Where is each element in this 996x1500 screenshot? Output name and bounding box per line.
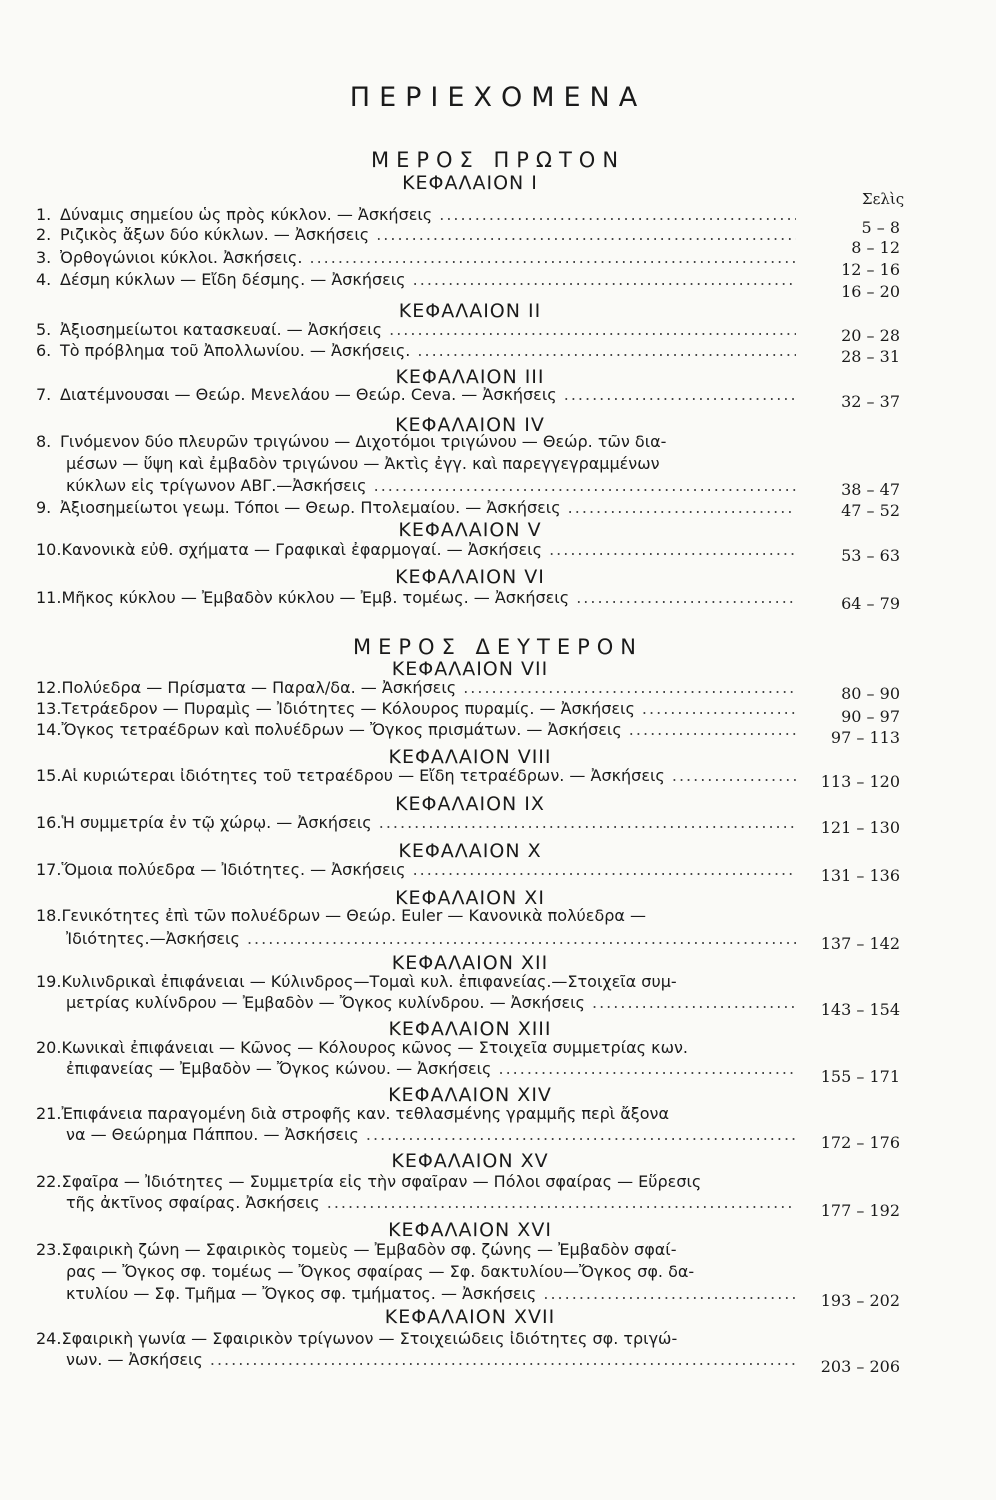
toc-entry-pages: 203 – 206 [820, 1357, 900, 1376]
toc-entry-text: Κωνικαὶ ἐπιφάνειαι — Κῶνος — Κόλουρος κῶνος — Στοιχεῖα συμμετρίας κων. [61, 1038, 688, 1057]
part-heading: ΜΕΡΟΣ ΠΡΩΤΟΝ [370, 148, 626, 172]
toc-entry-continuation [66, 1193, 796, 1213]
toc-entry-continuation [66, 476, 796, 496]
toc-entry-text: κύκλων εἰς τρίγωνον ΑΒΓ.—Ἀσκήσεις [66, 476, 367, 495]
toc-entry-line [36, 320, 796, 340]
toc-entry-pages: 47 – 52 [841, 501, 900, 520]
toc-entry-continuation [66, 1059, 796, 1079]
toc-entry-text: νων. — Ἀσκήσεις [66, 1350, 203, 1369]
chapter-heading: ΚΕΦΑΛΑΙΟΝ XIII [388, 1018, 552, 1040]
toc-entry-number: 23. [36, 1240, 62, 1259]
toc-entry-number: 17. [36, 860, 62, 879]
toc-entry-line [36, 813, 796, 833]
toc-entry-number: 7. [36, 385, 52, 404]
toc-entry-text: Ὄγκος τετραέδρων καὶ πολυέδρων — Ὄγκος πρισμάτων. — Ἀσκήσεις [61, 720, 622, 739]
toc-entry-number: 2. [36, 225, 52, 244]
toc-entry-line [36, 498, 796, 518]
chapter-heading: ΚΕΦΑΛΑΙΟΝ IX [395, 793, 545, 815]
toc-entry-pages: 172 – 176 [820, 1133, 900, 1152]
chapter-heading: ΚΕΦΑΛΑΙΟΝ XI [395, 887, 545, 909]
toc-entry-text: Ἀξιοσημείωτοι κατασκευαί. — Ἀσκήσεις [60, 320, 383, 339]
toc-entry-pages: 5 – 8 [861, 218, 900, 237]
toc-entry-pages: 38 – 47 [841, 480, 900, 499]
toc-entry-line [36, 766, 796, 786]
page-column-label: Σελὶς [862, 190, 905, 208]
toc-entry-number: 11. [36, 588, 62, 607]
toc-entry-text: Ἀξιοσημείωτοι γεωμ. Τόποι — Θεωρ. Πτολεμαίου. — Ἀσκήσεις [60, 498, 561, 517]
toc-entry-pages: 177 – 192 [820, 1201, 900, 1220]
toc-entry-number: 24. [36, 1329, 62, 1348]
toc-entry-line [36, 699, 796, 719]
toc-entry-line [36, 1240, 796, 1260]
toc-entry-pages: 64 – 79 [841, 594, 900, 613]
toc-entry-number: 14. [36, 720, 62, 739]
toc-entry-text: Σφαῖρα — Ἰδιότητες — Συμμετρία εἰς τὴν σφαῖραν — Πόλοι σφαίρας — Εὕρεσις [61, 1172, 702, 1191]
part-heading: ΜΕΡΟΣ ΔΕΥΤΕΡΟΝ [353, 635, 643, 659]
chapter-heading: ΚΕΦΑΛΑΙΟΝ XV [391, 1150, 549, 1172]
toc-entry-line [36, 225, 796, 245]
toc-entry-number: 16. [36, 813, 62, 832]
toc-entry-pages: 28 – 31 [841, 347, 900, 366]
page-title: ΠΕΡΙΕΧΟΜΕΝΑ [349, 82, 647, 113]
toc-entry-text: να — Θεώρημα Πάππου. — Ἀσκήσεις [66, 1125, 359, 1144]
toc-entry-text: τῆς ἀκτῖνος σφαίρας. Ἀσκήσεις [66, 1193, 320, 1212]
chapter-heading: ΚΕΦΑΛΑΙΟΝ XVII [384, 1306, 556, 1328]
chapter-heading: ΚΕΦΑΛΑΙΟΝ II [398, 300, 542, 322]
toc-entry-line [36, 1104, 796, 1124]
toc-entry-text: Μῆκος κύκλου — Ἐμβαδὸν κύκλου — Ἐμβ. τομέως. — Ἀσκήσεις [61, 588, 570, 607]
toc-entry-text: Πολύεδρα — Πρίσματα — Παραλ/δα. — Ἀσκήσεις [61, 678, 457, 697]
toc-entry-number: 3. [36, 248, 52, 267]
toc-entry-number: 19. [36, 972, 62, 991]
toc-entry-text: Ἰδιότητες.—Ἀσκήσεις [66, 929, 240, 948]
toc-entry-pages: 20 – 28 [841, 326, 900, 345]
toc-entry-number: 6. [36, 341, 52, 360]
toc-entry-number: 4. [36, 270, 52, 289]
toc-entry-text: Ἐπιφάνεια παραγομένη διὰ στροφῆς καν. τεθλασμένης γραμμῆς περὶ ἄξονα [61, 1104, 669, 1123]
toc-entry-text: μετρίας κυλίνδρου — Ἐμβαδὸν — Ὄγκος κυλίνδρου. — Ἀσκήσεις [66, 993, 585, 1012]
toc-entry-text: ρας — Ὄγκος σφ. τομέως — Ὄγκος σφαίρας — Σφ. δακτυλίου—Ὄγκος σφ. δα- [66, 1262, 695, 1281]
toc-entry-text: Αἱ κυριώτεραι ἰδιότητες τοῦ τετραέδρου — Εἴδη τετραέδρων. — Ἀσκήσεις [61, 766, 665, 785]
toc-entry-number: 15. [36, 766, 62, 785]
toc-entry-pages: 97 – 113 [830, 728, 900, 747]
chapter-heading: ΚΕΦΑΛΑΙΟΝ I [402, 172, 538, 194]
toc-entry-line [36, 385, 796, 405]
toc-entry-text: κτυλίου — Σφ. Τμῆμα — Ὄγκος σφ. τμήματος. — Ἀσκήσεις [66, 1284, 537, 1303]
toc-entry-line [36, 860, 796, 880]
toc-entry-text: μέσων — ὕψη καὶ ἐμβαδὸν τριγώνου — Ἀκτὶς ἐγγ. καὶ παρεγγεγραμμένων [66, 454, 660, 473]
toc-entry-line [36, 248, 796, 268]
toc-entry-number: 9. [36, 498, 52, 517]
toc-entry-text: ἐπιφανείας — Ἐμβαδὸν — Ὄγκος κώνου. — Ἀσκήσεις [66, 1059, 492, 1078]
toc-entry-continuation [66, 1125, 796, 1145]
toc-entry-continuation [66, 1284, 796, 1304]
toc-entry-continuation [66, 1262, 796, 1282]
toc-entry-continuation [66, 993, 796, 1013]
toc-entry-text: Δύναμις σημείου ὡς πρὸς κύκλον. — Ἀσκήσεις [60, 205, 433, 224]
toc-entry-text: Ὀρθογώνιοι κύκλοι. Ἀσκήσεις. [60, 248, 303, 267]
toc-entry-number: 13. [36, 699, 62, 718]
toc-entry-line [36, 1172, 796, 1192]
toc-entry-text: Τετράεδρον — Πυραμὶς — Ἰδιότητες — Κόλουρος πυραμίς. — Ἀσκήσεις [61, 699, 635, 718]
toc-entry-pages: 131 – 136 [820, 866, 900, 885]
toc-entry-line [36, 270, 796, 290]
chapter-heading: ΚΕΦΑΛΑΙΟΝ IV [395, 414, 545, 436]
toc-entry-pages: 12 – 16 [841, 260, 900, 279]
toc-entry-number: 21. [36, 1104, 62, 1123]
toc-entry-pages: 121 – 130 [820, 818, 900, 837]
toc-entry-text: Ριζικὸς ἄξων δύο κύκλων. — Ἀσκήσεις [60, 225, 370, 244]
toc-entry-number: 20. [36, 1038, 62, 1057]
toc-entry-text: Δέσμη κύκλων — Εἴδη δέσμης. — Ἀσκήσεις [60, 270, 406, 289]
chapter-heading: ΚΕΦΑΛΑΙΟΝ VI [395, 566, 545, 588]
chapter-heading: ΚΕΦΑΛΑΙΟΝ VII [391, 658, 549, 680]
toc-entry-line [36, 432, 796, 452]
toc-entry-text: Σφαιρικὴ ζώνη — Σφαιρικὸς τομεὺς — Ἐμβαδὸν σφ. ζώνης — Ἐμβαδὸν σφαί- [61, 1240, 677, 1259]
toc-entry-text: Γενικότητες ἐπὶ τῶν πολυέδρων — Θεώρ. Euler — Κανονικὰ πολύεδρα — [61, 906, 647, 925]
toc-entry-continuation [66, 1350, 796, 1370]
toc-entry-text: Κανονικὰ εὐθ. σχήματα — Γραφικαὶ ἐφαρμογαί. — Ἀσκήσεις [61, 540, 542, 559]
toc-entry-text: Ὅμοια πολύεδρα — Ἰδιότητες. — Ἀσκήσεις [61, 860, 406, 879]
toc-entry-pages: 32 – 37 [841, 392, 900, 411]
chapter-heading: ΚΕΦΑΛΑΙΟΝ XVI [388, 1219, 552, 1241]
toc-entry-number: 10. [36, 540, 62, 559]
toc-entry-line [36, 678, 796, 698]
chapter-heading: ΚΕΦΑΛΑΙΟΝ XIV [388, 1084, 552, 1106]
toc-entry-line [36, 972, 796, 992]
toc-entry-text: Διατέμνουσαι — Θεώρ. Μενελάου — Θεώρ. Ceva. — Ἀσκήσεις [60, 385, 557, 404]
toc-entry-pages: 155 – 171 [820, 1067, 900, 1086]
chapter-heading: ΚΕΦΑΛΑΙΟΝ III [395, 366, 545, 388]
toc-entry-text: Σφαιρικὴ γωνία — Σφαιρικὸν τρίγωνον — Στοιχειώδεις ἰδιότητες σφ. τριγώ- [61, 1329, 678, 1348]
toc-entry-continuation [66, 454, 796, 474]
toc-entry-text: Ἡ συμμετρία ἐν τῷ χώρῳ. — Ἀσκήσεις [61, 813, 372, 832]
toc-entry-number: 1. [36, 205, 52, 224]
chapter-heading: ΚΕΦΑΛΑΙΟΝ VIII [388, 746, 552, 768]
toc-entry-pages: 8 – 12 [851, 238, 900, 257]
toc-entry-line [36, 1329, 796, 1349]
toc-entry-pages: 137 – 142 [820, 934, 900, 953]
chapter-heading: ΚΕΦΑΛΑΙΟΝ X [398, 840, 542, 862]
toc-entry-number: 18. [36, 906, 62, 925]
toc-entry-line [36, 205, 796, 225]
toc-entry-continuation [66, 929, 796, 949]
toc-entry-number: 12. [36, 678, 62, 697]
toc-entry-pages: 193 – 202 [820, 1291, 900, 1310]
toc-entry-line [36, 540, 796, 560]
toc-entry-pages: 90 – 97 [841, 707, 900, 726]
toc-entry-text: Κυλινδρικαὶ ἐπιφάνειαι — Κύλινδρος—Τομαὶ κυλ. ἐπιφανείας.—Στοιχεῖα συμ- [61, 972, 677, 991]
toc-entry-number: 22. [36, 1172, 62, 1191]
toc-entry-number: 5. [36, 320, 52, 339]
toc-entry-line [36, 720, 796, 740]
chapter-heading: ΚΕΦΑΛΑΙΟΝ V [398, 519, 542, 541]
toc-entry-text: Τὸ πρόβλημα τοῦ Ἀπολλωνίου. — Ἀσκήσεις. [60, 341, 411, 360]
toc-entry-pages: 143 – 154 [820, 1000, 900, 1019]
toc-entry-line [36, 341, 796, 361]
toc-entry-line [36, 588, 796, 608]
toc-entry-number: 8. [36, 432, 52, 451]
toc-entry-line [36, 906, 796, 926]
toc-entry-pages: 113 – 120 [820, 772, 900, 791]
toc-entry-pages: 16 – 20 [841, 282, 900, 301]
toc-entry-pages: 80 – 90 [841, 684, 900, 703]
toc-entry-line [36, 1038, 796, 1058]
toc-entry-pages: 53 – 63 [841, 546, 900, 565]
chapter-heading: ΚΕΦΑΛΑΙΟΝ XII [391, 952, 549, 974]
toc-entry-text: Γινόμενον δύο πλευρῶν τριγώνου — Διχοτόμοι τριγώνου — Θεώρ. τῶν δια- [60, 432, 667, 451]
